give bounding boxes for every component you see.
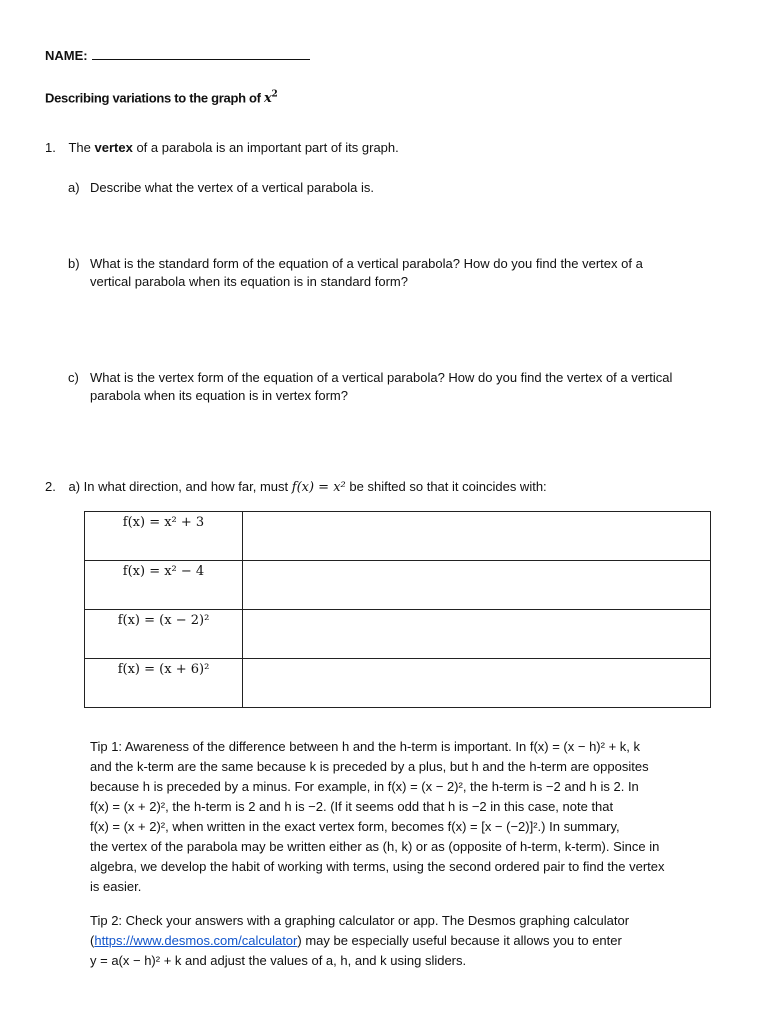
tip1-line: is easier. — [90, 879, 142, 894]
table-row — [85, 561, 711, 610]
tip-1 — [90, 737, 720, 897]
name-field — [45, 46, 310, 66]
q2-prompt-start: a) In what direction, and how far, must — [68, 479, 289, 494]
q1b-letter: b) — [68, 256, 80, 271]
tip2-line-2 — [90, 931, 720, 951]
q1-text-bold: vertex — [94, 140, 133, 155]
desmos-link[interactable]: https://www.desmos.com/calculator — [94, 933, 298, 948]
answer-cell[interactable] — [243, 561, 711, 610]
q1b-line-2: vertical parabola when its equation is in standard form? — [90, 274, 408, 289]
tip1-line: f(x) = (x + 2)², when written in the exact vertex form, becomes f(x) = [x − (−2)]².) In summary, — [90, 819, 620, 834]
q1a-line-1: Describe what the vertex of a vertical parabola is. — [90, 180, 374, 195]
equation-cell: f(x) = x² − 4 — [85, 561, 243, 610]
title-math-exp: 2 — [271, 90, 278, 100]
title-math-base: x — [264, 91, 272, 107]
question-2 — [45, 477, 547, 498]
tip1-line: because h is preceded by a minus. For example, in f(x) = (x − 2)², the h-term is −2 and h is 2. In — [90, 779, 639, 794]
q1-text-before: The — [68, 140, 91, 155]
question-1 — [45, 138, 399, 158]
answer-cell[interactable] — [243, 610, 711, 659]
tip2-line-2-rest: ) may be especially useful because it allows you to enter — [297, 933, 622, 948]
q1c-line-2: parabola when its equation is in vertex form? — [90, 388, 348, 403]
q1-number: 1. — [45, 140, 56, 155]
shift-table — [84, 511, 711, 708]
tip2-line-3: y = a(x − h)² + k and adjust the values of a, h, and k using sliders. — [90, 953, 467, 968]
tip1-line: the vertex of the parabola may be written either as (h, k) or as (opposite of h-term, k-term). Since in — [90, 839, 660, 854]
equation-cell: f(x) = x² + 3 — [85, 512, 243, 561]
table-row — [85, 512, 711, 561]
tip2-line-1: Tip 2: Check your answers with a graphing calculator or app. The Desmos graphing calculator — [90, 913, 630, 928]
table-row — [85, 610, 711, 659]
answer-cell[interactable] — [243, 512, 711, 561]
q2-number: 2. — [45, 479, 56, 494]
table-row — [85, 659, 711, 708]
q1-part-b — [68, 254, 748, 292]
tip1-line: and the k-term are the same because k is preceded by a plus, but h and the h-term are opposites — [90, 759, 649, 774]
equation-cell: f(x) = (x + 6)² — [85, 659, 243, 708]
tip1-line: f(x) = (x + 2)², the h-term is 2 and h is −2. (If it seems odd that h is −2 in this case, note that — [90, 799, 614, 814]
q1-text-after: of a parabola is an important part of its graph. — [136, 140, 399, 155]
q1c-line-1: What is the vertex form of the equation of a vertical parabola? How do you find the vertex of a vertical — [90, 370, 673, 385]
equation-cell: f(x) = (x − 2)² — [85, 610, 243, 659]
q1c-letter: c) — [68, 370, 79, 385]
tip1-line: algebra, we develop the habit of working with terms, using the second ordered pair to find the vertex — [90, 859, 665, 874]
q2-prompt-math: f(x) = x² — [291, 480, 346, 495]
tip-2 — [90, 911, 720, 971]
q1-part-a — [68, 178, 374, 198]
name-label: NAME: — [45, 48, 88, 63]
title-math — [264, 91, 277, 106]
q1-part-c — [68, 368, 748, 406]
worksheet-title — [45, 85, 277, 109]
name-blank-line[interactable] — [92, 46, 310, 60]
tip1-line: Tip 1: Awareness of the difference between h and the h-term is important. In f(x) = (x − h)² + k, k — [90, 739, 640, 754]
answer-cell[interactable] — [243, 659, 711, 708]
q1a-letter: a) — [68, 180, 80, 195]
q2-prompt-end: be shifted so that it coincides with: — [349, 479, 547, 494]
q1b-line-1: What is the standard form of the equation of a vertical parabola? How do you find the vertex of a — [90, 256, 643, 271]
title-text: Describing variations to the graph of — [45, 90, 261, 106]
tip2-paren-open: ( — [90, 933, 95, 948]
